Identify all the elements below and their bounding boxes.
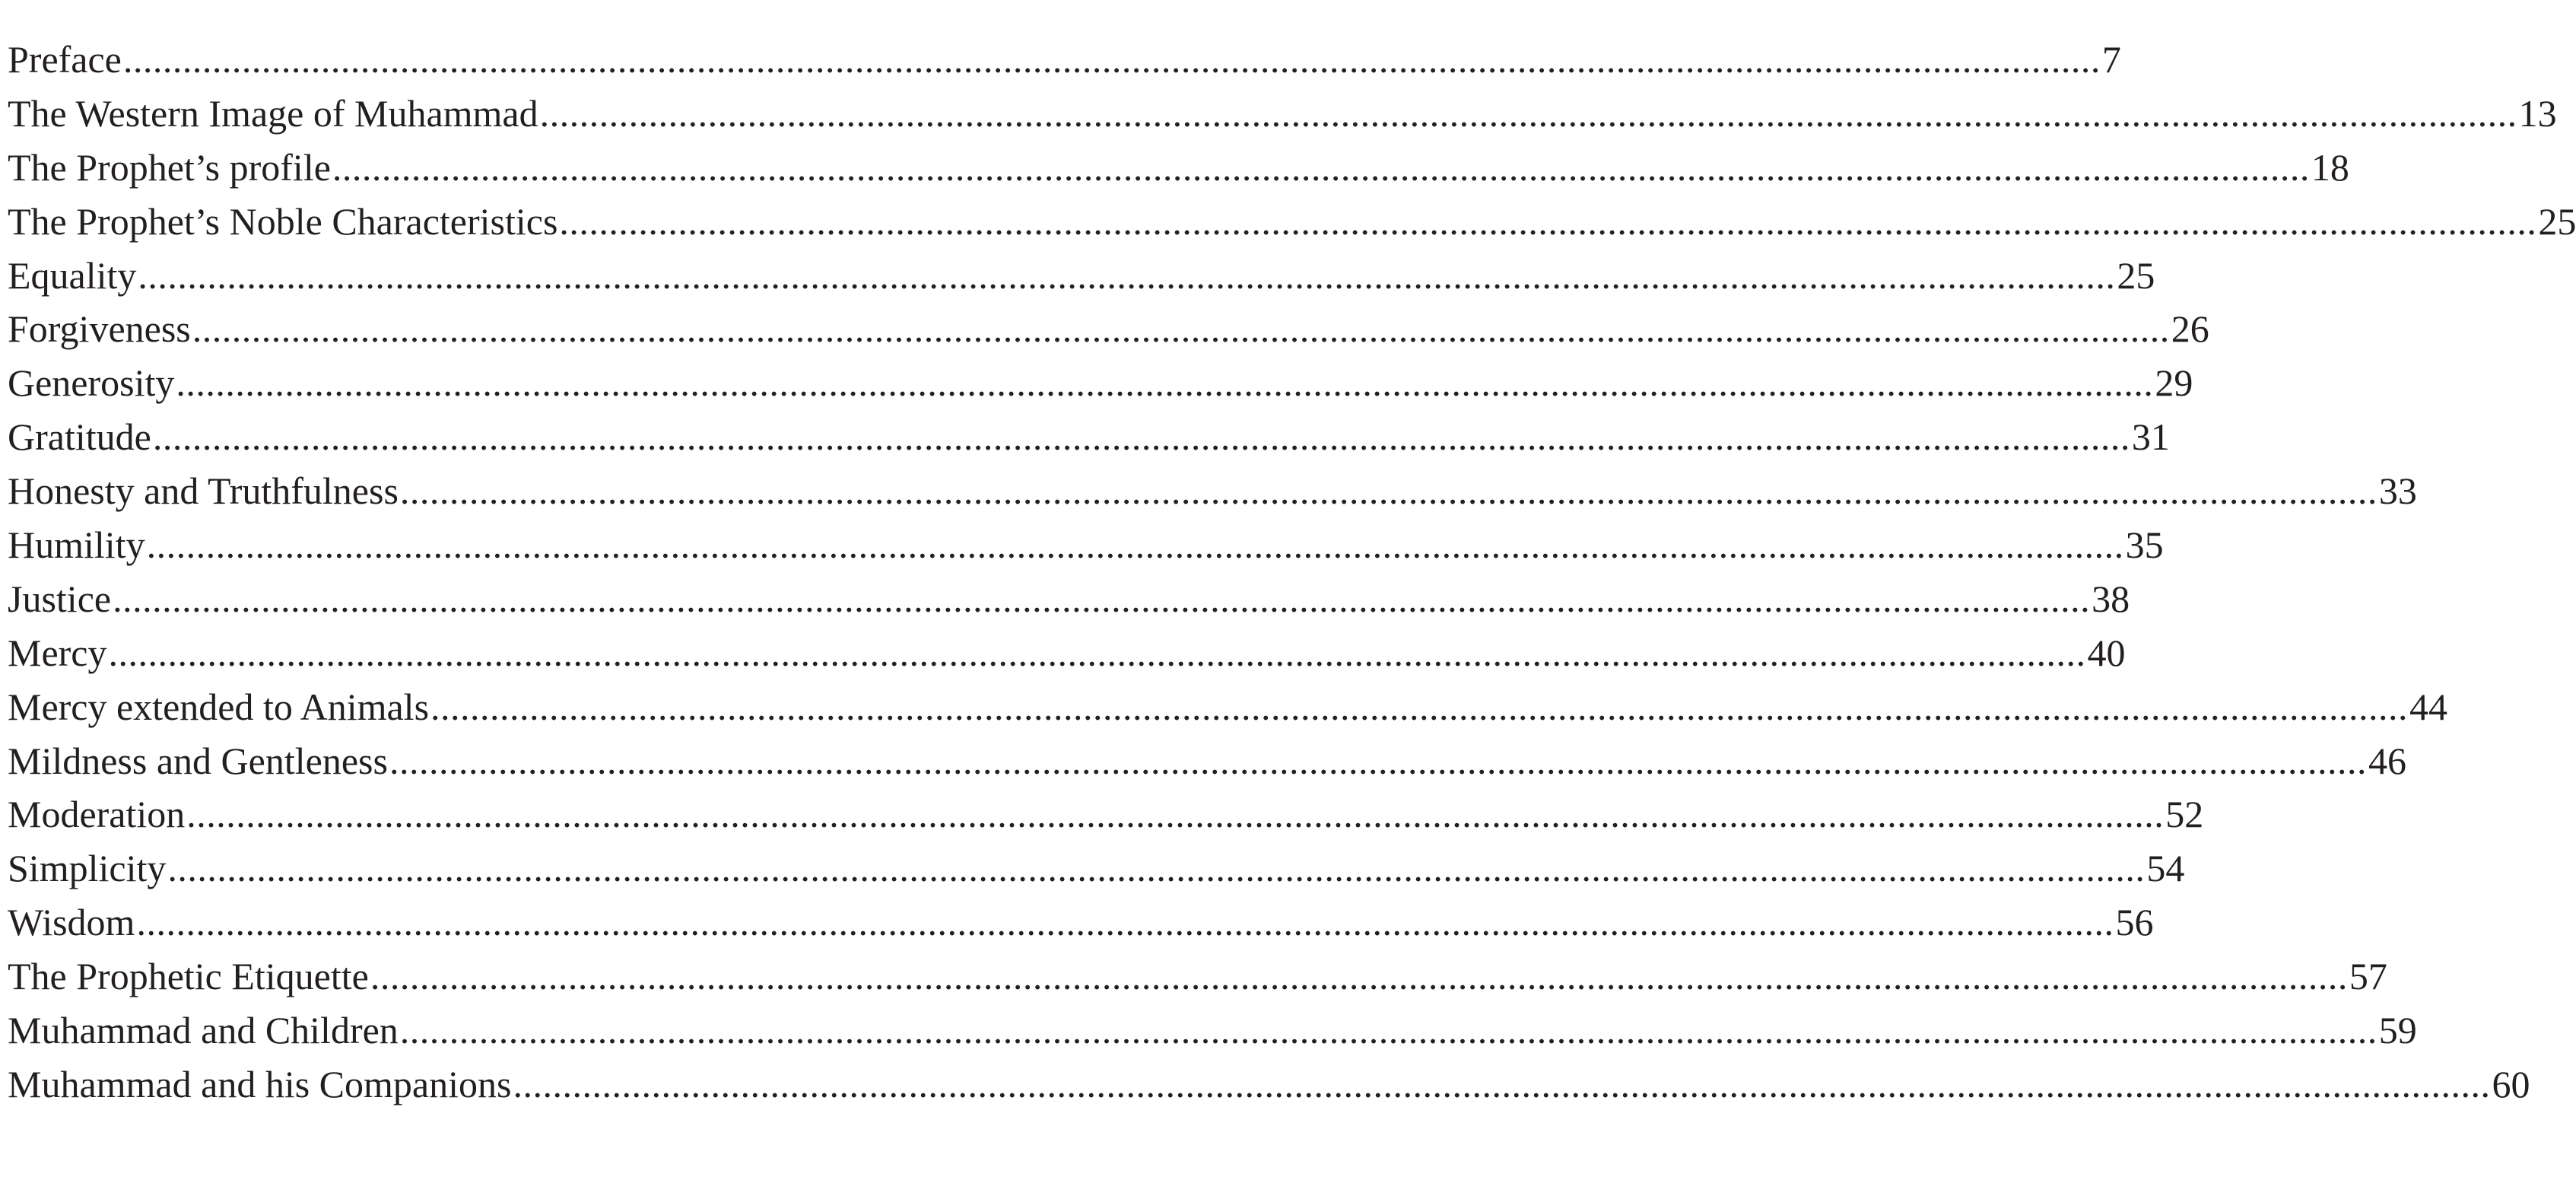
toc-entry[interactable]: [8, 950, 2387, 1004]
toc-entry-title: Mildness and Gentleness: [8, 739, 388, 782]
toc-entry-title: Humility: [8, 523, 145, 567]
toc-entry-page-number: 59: [2378, 1009, 2417, 1052]
toc-entry-title: The Prophetic Etiquette: [8, 955, 369, 998]
toc-entry[interactable]: [8, 572, 2130, 626]
dot-leader: ........................................................................................................................................................................................................: [539, 91, 2517, 135]
toc-entry[interactable]: [8, 1058, 2530, 1112]
toc-entry-page-number: 52: [2165, 793, 2204, 836]
dot-leader: ........................................................................................................................................................................................................: [152, 415, 2130, 459]
toc-entry-title: The Western Image of Muhammad: [8, 91, 538, 135]
toc-entry[interactable]: [8, 195, 2576, 249]
toc-entry-title: Mercy: [8, 631, 107, 674]
toc-entry-title: Honesty and Truthfulness: [8, 469, 399, 513]
toc-entry[interactable]: [8, 680, 2448, 734]
toc-entry-page-number: 44: [2409, 685, 2448, 728]
toc-entry-title: Simplicity: [8, 847, 167, 890]
toc-entry-title: Preface: [8, 38, 122, 81]
dot-leader: ........................................................................................................................................................................................................: [146, 523, 2124, 567]
table-of-contents: [8, 33, 2576, 1112]
dot-leader: ........................................................................................................................................................................................................: [370, 955, 2348, 998]
toc-entry-page-number: 13: [2518, 91, 2557, 135]
toc-entry[interactable]: [8, 302, 2209, 356]
toc-entry-page-number: 56: [2115, 901, 2154, 944]
toc-entry[interactable]: [8, 87, 2557, 141]
toc-entry[interactable]: [8, 33, 2121, 87]
toc-entry[interactable]: [8, 1004, 2417, 1058]
dot-leader: ........................................................................................................................................................................................................: [192, 307, 2170, 351]
toc-entry[interactable]: [8, 626, 2126, 680]
toc-entry-page-number: 25: [2538, 199, 2576, 243]
toc-entry-page-number: 46: [2368, 739, 2406, 782]
toc-entry[interactable]: [8, 141, 2349, 195]
toc-entry-page-number: 38: [2092, 577, 2130, 620]
dot-leader: ........................................................................................................................................................................................................: [138, 253, 2116, 297]
dot-leader: ........................................................................................................................................................................................................: [167, 847, 2146, 890]
dot-leader: ........................................................................................................................................................................................................: [136, 901, 2114, 944]
toc-entry[interactable]: [8, 787, 2204, 841]
toc-entry-page-number: 57: [2349, 955, 2387, 998]
toc-entry[interactable]: [8, 464, 2417, 518]
dot-leader: ........................................................................................................................................................................................................: [186, 793, 2165, 836]
toc-entry-page-number: 33: [2378, 469, 2417, 513]
toc-entry-title: Gratitude: [8, 415, 151, 459]
toc-entry-page-number: 31: [2131, 415, 2170, 459]
toc-entry-page-number: 40: [2087, 631, 2126, 674]
toc-entry[interactable]: [8, 410, 2170, 464]
toc-entry-title: Moderation: [8, 793, 186, 836]
toc-entry-title: Generosity: [8, 361, 175, 405]
dot-leader: ........................................................................................................................................................................................................: [430, 685, 2409, 728]
toc-entry[interactable]: [8, 895, 2154, 950]
toc-entry-page-number: 18: [2311, 145, 2349, 189]
toc-entry-page-number: 29: [2155, 361, 2193, 405]
toc-entry-page-number: 25: [2117, 253, 2155, 297]
toc-entry-title: Mercy extended to Animals: [8, 685, 430, 728]
dot-leader: ........................................................................................................................................................................................................: [389, 739, 2367, 782]
toc-entry[interactable]: [8, 249, 2155, 303]
toc-entry-title: Wisdom: [8, 901, 135, 944]
toc-entry-page-number: 54: [2146, 847, 2185, 890]
dot-leader: ........................................................................................................................................................................................................: [559, 199, 2537, 243]
toc-entry-title: Muhammad and Children: [8, 1009, 399, 1052]
dot-leader: ........................................................................................................................................................................................................: [113, 577, 2091, 620]
toc-entry-title: Forgiveness: [8, 307, 191, 351]
toc-entry-page-number: 60: [2492, 1062, 2530, 1105]
toc-entry[interactable]: [8, 518, 2164, 572]
dot-leader: ........................................................................................................................................................................................................: [332, 145, 2310, 189]
dot-leader: ........................................................................................................................................................................................................: [399, 1009, 2377, 1052]
toc-entry-page-number: 26: [2171, 307, 2209, 351]
toc-entry-title: Equality: [8, 253, 137, 297]
toc-entry[interactable]: [8, 356, 2193, 410]
dot-leader: ........................................................................................................................................................................................................: [176, 361, 2154, 405]
dot-leader: ........................................................................................................................................................................................................: [122, 38, 2101, 81]
toc-entry-title: The Prophet’s profile: [8, 145, 331, 189]
toc-entry-title: The Prophet’s Noble Characteristics: [8, 199, 558, 243]
dot-leader: ........................................................................................................................................................................................................: [399, 469, 2377, 513]
toc-entry-page-number: 35: [2125, 523, 2164, 567]
toc-entry-page-number: 7: [2101, 38, 2121, 81]
dot-leader: ........................................................................................................................................................................................................: [513, 1062, 2491, 1105]
dot-leader: ........................................................................................................................................................................................................: [108, 631, 2086, 674]
toc-entry[interactable]: [8, 734, 2406, 788]
toc-entry-title: Muhammad and his Companions: [8, 1062, 512, 1105]
toc-entry[interactable]: [8, 841, 2185, 895]
toc-entry-title: Justice: [8, 577, 112, 620]
